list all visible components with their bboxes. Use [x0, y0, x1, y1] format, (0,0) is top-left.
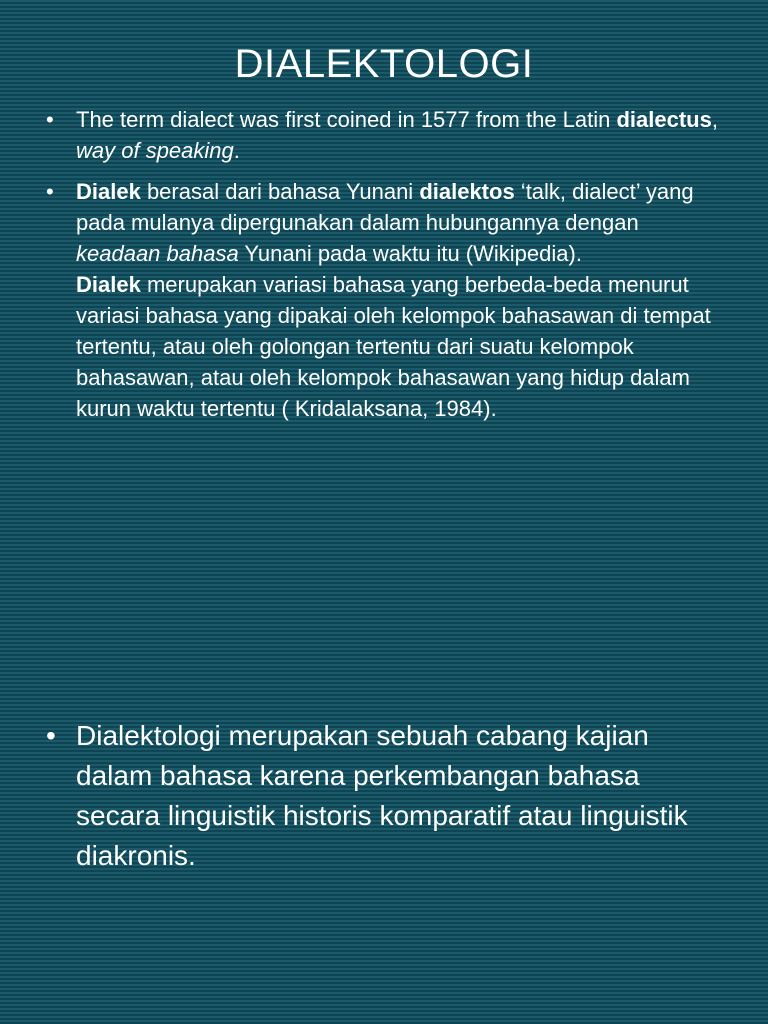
- bullet-text: Dialektologi merupakan sebuah cabang kajian dalam bahasa karena perkembangan bahasa secara linguistik historis komparatif atau linguistik diakronis.: [76, 720, 688, 871]
- bullet-item-dialek-definition: [0, 176, 768, 424]
- bullet-marker: •: [46, 107, 54, 132]
- bullet-text: .: [233, 138, 240, 163]
- bold-term: dialectus: [616, 107, 712, 132]
- bullet-text: berasal dari bahasa Yunani: [140, 179, 420, 204]
- bullet-text: Yunani pada waktu itu (Wikipedia).: [238, 241, 582, 266]
- bullet-text: merupakan variasi bahasa yang berbeda-beda menurut variasi bahasa yang dipakai oleh kelompok bahasawan di tempat tertentu, atau oleh golongan tertentu dari suatu kelompok bahasawan, atau oleh kelompok bahasawan yang hidup dalam kurun waktu tertentu ( Kridalaksana, 1984).: [76, 272, 711, 421]
- bottom-bullet-list: [0, 716, 768, 876]
- italic-term: keadaan bahasa: [76, 241, 239, 266]
- top-bullet-list: [0, 104, 768, 424]
- bullet-marker: •: [46, 179, 54, 204]
- slide-title: DIALEKTOLOGI: [234, 42, 534, 86]
- bullet-marker: •: [46, 720, 56, 751]
- bullet-item-dialektologi: [0, 716, 768, 876]
- bullet-item-dialect-origin: [0, 104, 768, 166]
- bullet-text: ,: [711, 107, 718, 132]
- bold-term: Dialek: [76, 179, 141, 204]
- bullet-text: ‘talk, dialect’ yang pada mulanya dipergunakan dalam hubungannya dengan: [76, 179, 694, 235]
- bullet-text: The term dialect was first coined in 1577 from the Latin: [76, 107, 617, 132]
- italic-term: way of speaking: [76, 138, 234, 163]
- bold-term: Dialek: [76, 272, 141, 297]
- bold-term: dialektos: [419, 179, 515, 204]
